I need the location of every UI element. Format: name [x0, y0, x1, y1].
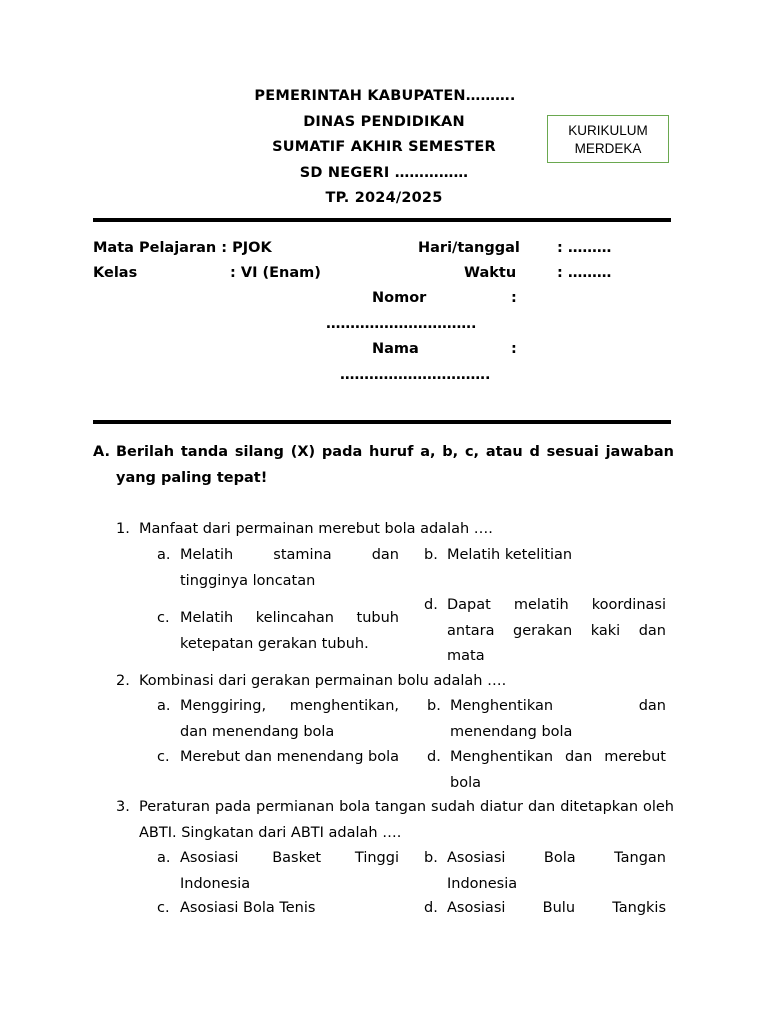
name-dots: ………………………….	[340, 367, 491, 383]
option-3d	[424, 896, 666, 922]
option-1b	[424, 543, 666, 569]
option-text: Dapat melatih koordinasi antara gerakan kaki dan mata	[447, 597, 666, 664]
option-3c	[157, 896, 399, 922]
option-letter: c.	[157, 610, 170, 626]
badge-line-2: MERDEKA	[574, 141, 642, 156]
option-2d	[427, 745, 666, 796]
option-letter: c.	[157, 900, 170, 916]
option-text: Asosiasi Bola Tenis	[180, 900, 316, 916]
option-text: Menghentikan dan merebut bola	[450, 749, 666, 791]
option-letter: d.	[424, 597, 438, 613]
header-government: PEMERINTAH KABUPATEN……….	[254, 88, 516, 104]
option-letter: b.	[427, 698, 441, 714]
class-value: : VI (Enam)	[230, 265, 321, 281]
option-letter: a.	[157, 698, 171, 714]
option-3b	[424, 846, 666, 897]
time-label: Waktu	[464, 265, 517, 281]
number-label: Nomor	[372, 290, 427, 306]
subject-field: Mata Pelajaran : PJOK	[93, 240, 272, 256]
question-2	[116, 669, 674, 695]
question-text: Manfaat dari permainan merebut bola adalah ….	[139, 521, 493, 537]
option-text: Asosiasi Basket Tinggi Indonesia	[180, 850, 399, 892]
class-label: Kelas	[93, 265, 138, 281]
question-text: Peraturan pada permianan bola tangan sudah diatur dan ditetapkan oleh ABTI. Singkatan dari ABTI adalah ….	[139, 799, 674, 841]
option-letter: c.	[157, 749, 170, 765]
badge-line-1: KURIKULUM	[568, 123, 648, 138]
option-letter: b.	[424, 850, 438, 866]
option-text: Menggiring, menghentikan, dan menendang bola	[180, 698, 399, 740]
question-text: Kombinasi dari gerakan permainan bolu adalah ….	[139, 673, 507, 689]
section-a-instruction	[93, 440, 674, 491]
header-divider	[93, 218, 671, 222]
number-dots: ………………………….	[326, 316, 477, 332]
day-label: Hari/tanggal	[418, 240, 520, 256]
option-text: Merebut dan menendang bola	[180, 749, 400, 765]
option-letter: d.	[427, 749, 441, 765]
question-3	[116, 795, 674, 846]
option-text: Melatih stamina dan tingginya loncatan	[180, 547, 399, 589]
question-number: 2.	[116, 673, 130, 689]
header-department: DINAS PENDIDIKAN	[303, 113, 465, 130]
time-value: : ………	[557, 265, 612, 281]
header-school-year: TP. 2024/2025	[325, 190, 443, 206]
name-label: Nama	[372, 341, 419, 357]
option-1c	[157, 606, 399, 657]
question-number: 1.	[116, 521, 130, 537]
option-2a	[157, 694, 399, 745]
option-text: Asosiasi Bola Tangan Indonesia	[447, 850, 666, 892]
option-text: Melatih kelincahan tubuh ketepatan gerakan tubuh.	[180, 610, 399, 652]
identity-divider	[93, 420, 671, 424]
section-a-label: A.	[93, 444, 110, 460]
header-school: SD NEGERI ……………	[299, 164, 469, 181]
option-1a	[157, 543, 399, 594]
section-a-text: Berilah tanda silang (X) pada huruf a, b, c, atau d sesuai jawaban yang paling tepat!	[116, 444, 674, 486]
option-text: Menghentikan dan menendang bola	[450, 698, 666, 740]
option-letter: a.	[157, 850, 171, 866]
curriculum-badge	[547, 115, 669, 163]
name-colon: :	[511, 341, 517, 357]
question-number: 3.	[116, 799, 130, 815]
header-exam-title: SUMATIF AKHIR SEMESTER	[272, 139, 496, 155]
question-1	[116, 517, 674, 543]
option-1d	[424, 593, 666, 670]
day-value: : ………	[557, 240, 612, 256]
option-2c	[157, 745, 399, 771]
option-letter: d.	[424, 900, 438, 916]
option-letter: b.	[424, 547, 438, 563]
option-text: Melatih ketelitian	[447, 547, 573, 563]
option-letter: a.	[157, 547, 171, 563]
option-text: Asosiasi Bulu Tangkis	[447, 900, 666, 916]
option-3a	[157, 846, 399, 897]
option-2b	[427, 694, 666, 745]
number-colon: :	[511, 290, 517, 306]
